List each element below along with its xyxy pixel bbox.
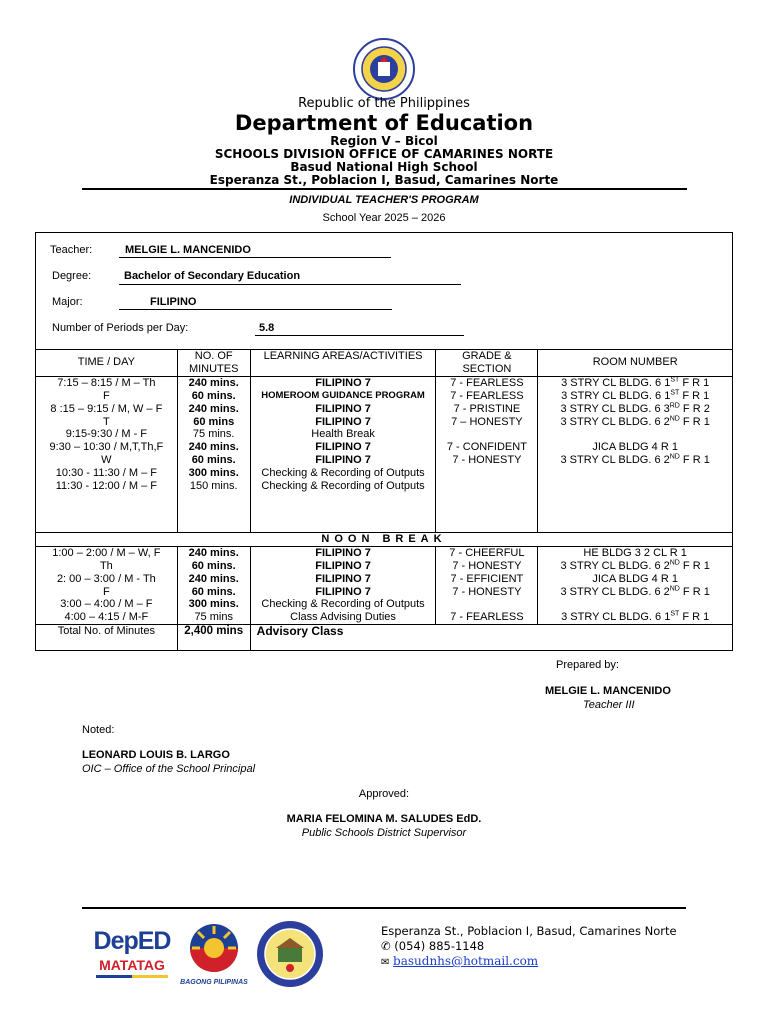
prepared-title: Teacher III [583, 699, 635, 711]
minutes-line: 60 mins. [191, 389, 236, 402]
matatag-text: MATATAG [99, 957, 165, 973]
minutes-line: 75 mins. [192, 428, 235, 441]
morning-time-cell [36, 376, 178, 532]
envelope-icon: ✉ [381, 957, 390, 968]
matatag-underline [96, 975, 168, 978]
time-line: 9:30 – 10:30 / M,T,Th,F [49, 441, 164, 454]
room-line: 3 STRY CL BLDG. 6 3RD F R 2 [560, 401, 710, 415]
grade-line: 7 - PRISTINE [453, 402, 521, 415]
room-line: JICA BLDG 4 R 1 [592, 572, 678, 585]
grade-line [438, 428, 535, 441]
header-rule [82, 188, 687, 190]
noon-break: NOON BREAK [36, 532, 733, 546]
bagong-pilipinas-sun-icon [178, 922, 250, 974]
degree-value: Bachelor of Secondary Education [124, 270, 301, 282]
totals-row [36, 625, 733, 651]
time-line: 2: 00 – 3:00 / M - Th [56, 572, 156, 585]
area-line: FILIPINO 7 [315, 441, 371, 454]
time-line: W [101, 454, 112, 467]
time-line: 9:15-9:30 / M - F [65, 428, 148, 441]
morning-grade-cell [436, 376, 538, 532]
deped-seal [349, 38, 419, 100]
totals-minutes: 2,400 mins [177, 625, 250, 651]
room-line: 3 STRY CL BLDG. 6 1ST F R 1 [561, 610, 710, 624]
col-room: ROOM NUMBER [538, 350, 733, 377]
room-line [540, 428, 730, 441]
footer-rule [82, 907, 686, 909]
republic-line: Republic of the Philippines [298, 96, 470, 111]
major-underline [119, 309, 392, 310]
time-line: F [103, 585, 110, 598]
noted-name: LEONARD LOUIS B. LARGO [82, 749, 230, 761]
deped-matatag-logo [90, 926, 174, 988]
room-line: 3 STRY CL BLDG. 6 2ND F R 1 [560, 414, 710, 428]
area-line: Checking & Recording of Outputs [261, 480, 425, 493]
minutes-line: 300 mins. [188, 598, 239, 611]
schedule-table [35, 349, 733, 651]
grade-line: 7 - EFFICIENT [450, 572, 524, 585]
approved-name: MARIA FELOMINA M. SALUDES EdD. [286, 813, 482, 825]
minutes-line: 60 mins [193, 415, 235, 428]
degree-underline [119, 284, 461, 285]
header-row [36, 350, 733, 377]
major-value: FILIPINO [150, 296, 197, 308]
footer-address: Esperanza St., Poblacion I, Basud, Camarines Norte [381, 924, 677, 938]
afternoon-time-cell [36, 546, 178, 624]
area-line: FILIPINO 7 [315, 572, 371, 585]
room-line: 3 STRY CL BLDG. 6 1ST F R 1 [561, 376, 710, 389]
school-year: School Year 2025 – 2026 [322, 212, 446, 224]
col-grade: GRADE & SECTION [436, 350, 538, 377]
periods-value: 5.8 [259, 322, 275, 334]
region-line: Region V – Bicol [330, 134, 438, 148]
program-title: INDIVIDUAL TEACHER'S PROGRAM [289, 194, 479, 206]
area-line: FILIPINO 7 [315, 546, 371, 559]
room-line: 3 STRY CL BLDG. 6 2ND F R 1 [560, 453, 710, 467]
approved-label: Approved: [358, 788, 410, 800]
afternoon-room-cell [538, 546, 733, 624]
minutes-line: 240 mins. [188, 441, 239, 454]
afternoon-minutes-cell [177, 546, 250, 624]
grade-line: 7 - CHEERFUL [449, 546, 525, 559]
area-line: FILIPINO 7 [315, 415, 371, 428]
area-line: FILIPINO 7 [315, 376, 371, 389]
grade-line: 7 - FEARLESS [450, 611, 524, 624]
minutes-line: 300 mins. [188, 467, 239, 480]
minutes-line: 240 mins. [188, 402, 239, 415]
area-line: Checking & Recording of Outputs [261, 467, 425, 480]
teacher-underline [119, 257, 391, 258]
bagong-pilipinas-text: BAGONG PILIPINAS [180, 979, 248, 986]
time-line: 10:30 - 11:30 / M – F [55, 467, 158, 480]
minutes-line: 60 mins. [191, 585, 236, 598]
grade-line: 7 - CONFIDENT [446, 441, 527, 454]
major-label: Major: [52, 296, 83, 308]
time-line: 11:30 - 12:00 / M – F [55, 480, 158, 493]
approved-title: Public Schools District Supervisor [301, 827, 467, 839]
school-line: Basud National High School [290, 160, 478, 174]
footer-email-link[interactable]: basudnhs@hotmail.com [393, 954, 539, 968]
prepared-label: Prepared by: [556, 659, 619, 671]
morning-row [36, 376, 733, 532]
area-line: FILIPINO 7 [315, 402, 371, 415]
afternoon-row [36, 546, 733, 624]
room-line: 3 STRY CL BLDG. 6 2ND F R 1 [560, 559, 710, 572]
degree-label: Degree: [52, 270, 92, 282]
minutes-line: 240 mins. [188, 546, 239, 559]
footer-phone: (054) 885-1148 [394, 939, 485, 953]
room-line: 3 STRY CL BLDG. 6 1ST F R 1 [561, 389, 710, 402]
room-line: 3 STRY CL BLDG. 6 2ND F R 1 [560, 584, 710, 598]
col-areas: LEARNING AREAS/ACTIVITIES [250, 350, 436, 377]
deped-logo-text: DepED [93, 927, 171, 955]
area-line: HOMEROOM GUIDANCE PROGRAM [261, 389, 425, 401]
time-line: T [103, 415, 110, 428]
grade-line: 7 - FEARLESS [450, 389, 524, 402]
minutes-line: 60 mins. [191, 559, 236, 572]
time-line: 7:15 – 8:15 / M – Th [57, 376, 156, 389]
time-line: 3:00 – 4:00 / M – F [60, 598, 153, 611]
minutes-line: 150 mins. [189, 480, 238, 493]
footer-phone-line [381, 939, 484, 953]
teacher-value: MELGIE L. MANCENIDO [125, 244, 251, 256]
grade-line [438, 598, 535, 611]
minutes-line: 75 mins [194, 611, 233, 624]
noted-title: OIC – Office of the School Principal [82, 763, 256, 775]
grade-line: 7 - FEARLESS [450, 376, 524, 389]
room-line [540, 598, 730, 611]
morning-areas-cell [250, 376, 436, 532]
time-line: 4:00 – 4:15 / M-F [64, 611, 149, 624]
area-line: FILIPINO 7 [315, 585, 371, 598]
room-line: JICA BLDG 4 R 1 [592, 441, 678, 454]
grade-line: 7 - HONESTY [452, 559, 522, 572]
school-seal [256, 920, 324, 988]
grade-line: 7 - HONESTY [452, 454, 522, 467]
noon-break-row [36, 532, 733, 546]
minutes-line: 60 mins. [191, 454, 236, 467]
area-line: Health Break [311, 428, 375, 441]
grade-line: 7 – HONESTY [451, 415, 523, 428]
time-line: Th [99, 559, 113, 572]
department-title: Department of Education [234, 111, 534, 135]
area-line: Checking & Recording of Outputs [261, 598, 425, 611]
advisory-class: Advisory Class [250, 625, 732, 651]
area-line: Class Advising Duties [290, 611, 396, 624]
footer-email-line [381, 954, 538, 968]
division-line: SCHOOLS DIVISION OFFICE OF CAMARINES NORTE [214, 147, 554, 161]
area-line: FILIPINO 7 [315, 559, 371, 572]
grade-line: 7 - HONESTY [452, 585, 522, 598]
teacher-label: Teacher: [50, 244, 93, 256]
col-minutes: NO. OF MINUTES [177, 350, 250, 377]
totals-label: Total No. of Minutes [36, 625, 178, 651]
area-line: FILIPINO 7 [315, 454, 371, 467]
time-line: 1:00 – 2:00 / M – W, F [52, 546, 161, 559]
room-line: HE BLDG 3 2 CL R 1 [583, 546, 687, 559]
afternoon-grade-cell [436, 546, 538, 624]
afternoon-areas-cell [250, 546, 436, 624]
noted-label: Noted: [82, 724, 115, 736]
morning-minutes-cell [177, 376, 250, 532]
bagong-pilipinas-logo [178, 922, 250, 986]
minutes-line: 240 mins. [188, 376, 239, 389]
minutes-line: 240 mins. [188, 572, 239, 585]
morning-room-cell [538, 376, 733, 532]
periods-underline [255, 335, 464, 336]
phone-icon: ✆ [381, 939, 391, 953]
prepared-name: MELGIE L. MANCENIDO [545, 685, 671, 697]
time-line: F [103, 389, 110, 402]
col-time: TIME / DAY [36, 350, 178, 377]
periods-label: Number of Periods per Day: [52, 322, 189, 334]
time-line: 8 :15 – 9:15 / M, W – F [50, 402, 163, 415]
address-line: Esperanza St., Poblacion I, Basud, Camarines Norte [209, 173, 559, 187]
